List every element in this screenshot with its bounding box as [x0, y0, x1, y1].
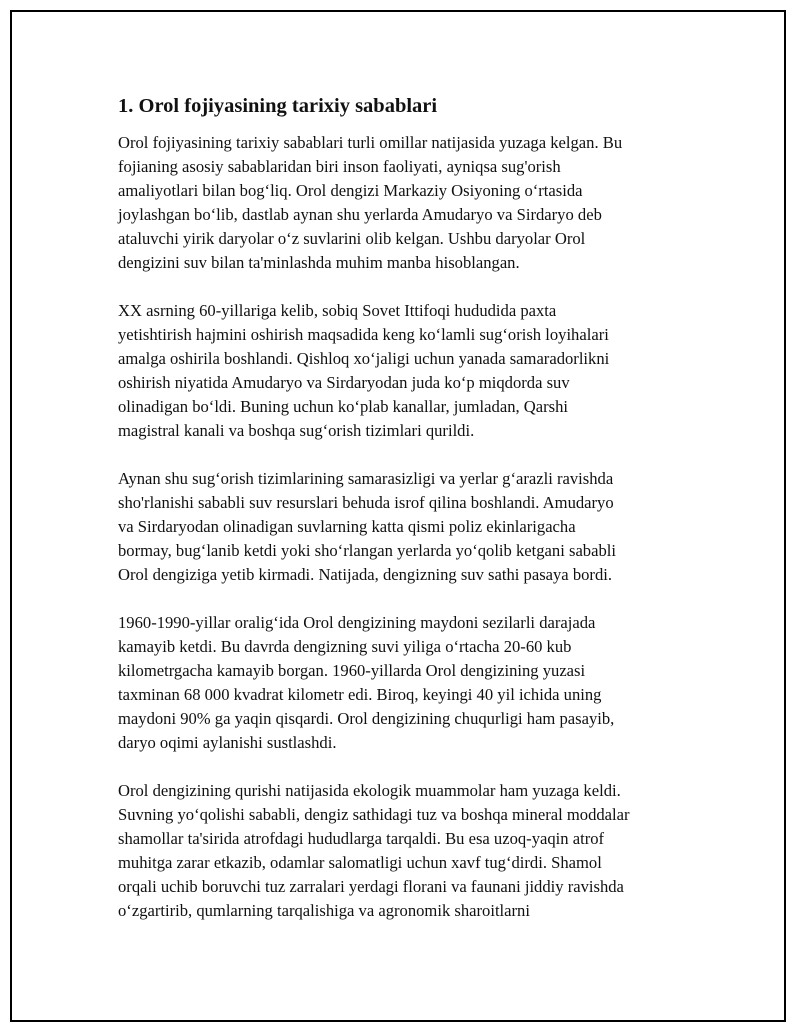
text-line: amaliyotlari bilan bog‘liq. Orol dengizi Markaziy Osiyoning o‘rtasida	[118, 181, 583, 200]
text-line: bormay, bug‘lanib ketdi yoki sho‘rlangan yerlarda yo‘qolib ketgani sababli	[118, 541, 616, 560]
text-line: orqali uchib boruvchi tuz zarralari yerdagi florani va faunani jiddiy ravishda	[118, 877, 624, 896]
text-line: kilometrgacha kamayib borgan. 1960-yillarda Orol dengizining yuzasi	[118, 661, 586, 680]
text-line: dengizini suv bilan ta'minlashda muhim manba hisoblangan.	[118, 253, 520, 272]
text-line: ataluvchi yirik daryolar o‘z suvlarini olib kelgan. Ushbu daryolar Orol	[118, 229, 586, 248]
paragraph-5	[118, 779, 683, 923]
text-line: o‘zgartirib, qumlarning tarqalishiga va agronomik sharoitlarni	[118, 901, 530, 920]
text-line: daryo oqimi aylanishi sustlashdi.	[118, 733, 337, 752]
text-line: Suvning yo‘qolishi sababli, dengiz sathidagi tuz va boshqa mineral moddalar	[118, 805, 630, 824]
text-line: 1960-1990-yillar oralig‘ida Orol dengizining maydoni sezilarli darajada	[118, 613, 596, 632]
text-line: Aynan shu sug‘orish tizimlarining samarasizligi va yerlar g‘arazli ravishda	[118, 469, 614, 488]
paragraph-2	[118, 299, 683, 443]
document-body	[118, 92, 683, 947]
text-line: Orol dengizining qurishi natijasida ekologik muammolar ham yuzaga keldi.	[118, 781, 621, 800]
text-line: XX asrning 60-yillariga kelib, sobiq Sovet Ittifoqi hududida paxta	[118, 301, 557, 320]
text-line: fojianing asosiy sabablaridan biri inson faoliyati, ayniqsa sug'orish	[118, 157, 561, 176]
text-line: Orol fojiyasining tarixiy sabablari turli omillar natijasida yuzaga kelgan. Bu	[118, 133, 623, 152]
text-line: muhitga zarar etkazib, odamlar salomatligi uchun xavf tug‘dirdi. Shamol	[118, 853, 602, 872]
text-line: shamollar ta'sirida atrofdagi hududlarga tarqaldi. Bu esa uzoq-yaqin atrof	[118, 829, 605, 848]
text-line: oshirish niyatida Amudaryo va Sirdaryodan juda ko‘p miqdorda suv	[118, 373, 570, 392]
text-line: joylashgan bo‘lib, dastlab aynan shu yerlarda Amudaryo va Sirdaryo deb	[118, 205, 602, 224]
text-line: Orol dengiziga yetib kirmadi. Natijada, dengizning suv sathi pasaya bordi.	[118, 565, 612, 584]
text-line: taxminan 68 000 kvadrat kilometr edi. Biroq, keyingi 40 yil ichida uning	[118, 685, 602, 704]
section-heading: 1. Orol fojiyasining tarixiy sabablari	[118, 95, 438, 117]
text-line: amalga oshirila boshlandi. Qishloq xo‘jaligi uchun yanada samaradorlikni	[118, 349, 610, 368]
text-line: maydoni 90% ga yaqin qisqardi. Orol dengizining chuqurligi ham pasayib,	[118, 709, 615, 728]
paragraph-3	[118, 467, 683, 587]
text-line: va Sirdaryodan olinadigan suvlarning katta qismi poliz ekinlarigacha	[118, 517, 576, 536]
text-line: olinadigan bo‘ldi. Buning uchun ko‘plab kanallar, jumladan, Qarshi	[118, 397, 569, 416]
paragraph-4	[118, 611, 683, 755]
text-line: yetishtirish hajmini oshirish maqsadida keng ko‘lamli sug‘orish loyihalari	[118, 325, 609, 344]
text-line: magistral kanali va boshqa sug‘orish tizimlari qurildi.	[118, 421, 475, 440]
text-line: sho'rlanishi sababli suv resurslari behuda isrof qilina boshlandi. Amudaryo	[118, 493, 614, 512]
paragraph-1	[118, 131, 683, 275]
text-line: kamayib ketdi. Bu davrda dengizning suvi yiliga o‘rtacha 20-60 kub	[118, 637, 572, 656]
